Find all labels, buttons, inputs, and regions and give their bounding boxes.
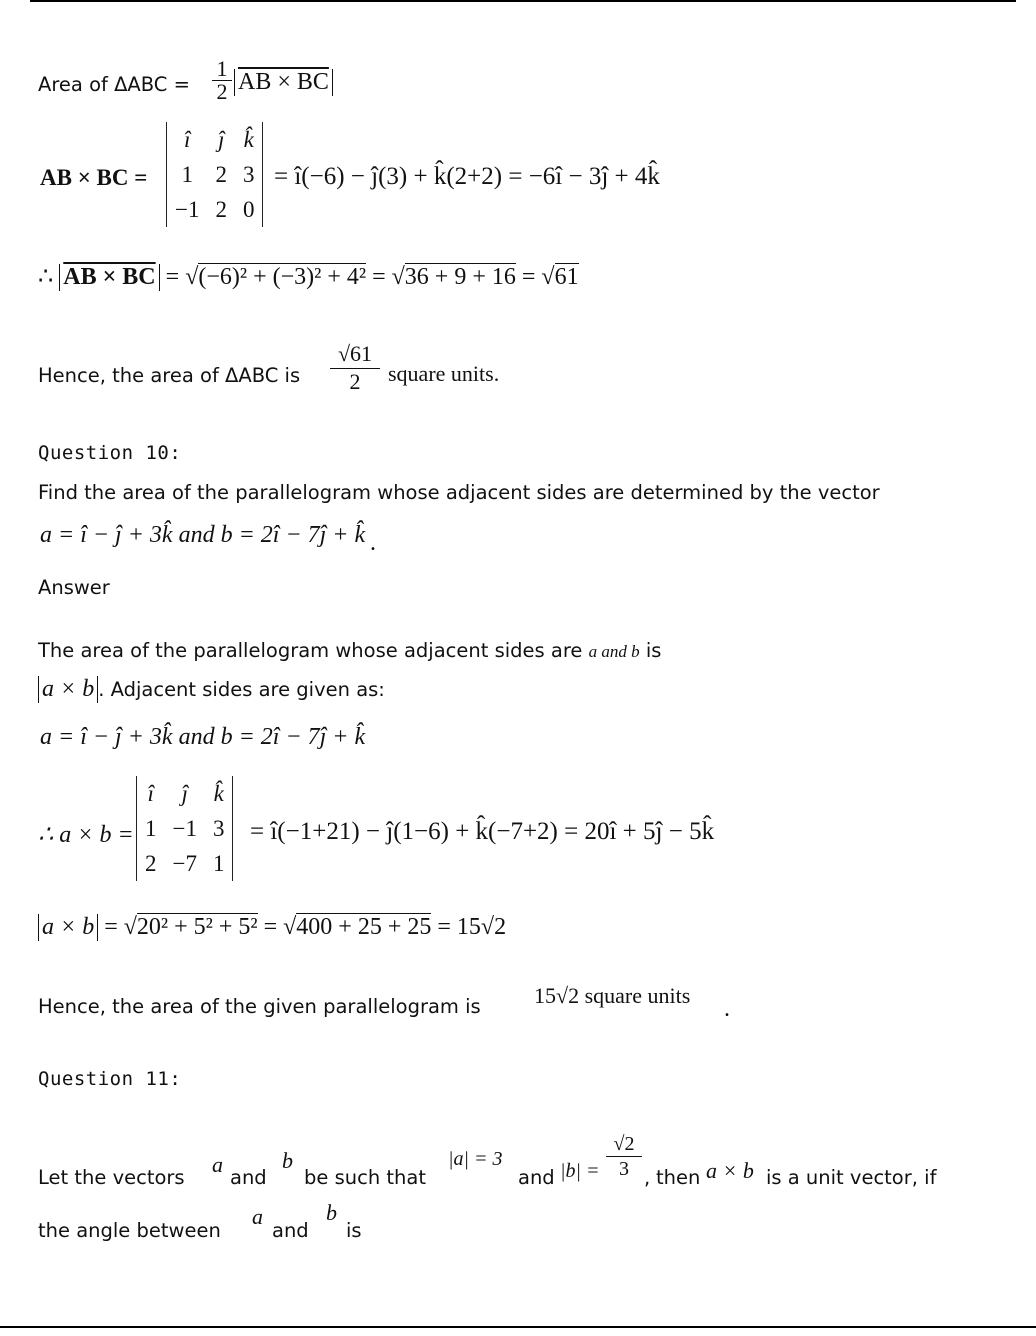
det2-cell: ĵ bbox=[181, 780, 188, 806]
q11-text-2: be such that bbox=[304, 1166, 426, 1189]
intro-is: is bbox=[645, 639, 662, 662]
q11-text-1: Let the vectors bbox=[38, 1166, 185, 1189]
determinant-2 bbox=[136, 776, 233, 881]
half-abs-cross bbox=[234, 69, 333, 96]
therefore-symbol: ∴ bbox=[38, 264, 54, 290]
magnitude-sqrt-1: 20² + 5² + 5² bbox=[136, 914, 258, 940]
det1-cell: k̂ bbox=[243, 126, 254, 152]
half-fraction bbox=[212, 58, 232, 103]
hence-numerator: √61 bbox=[337, 341, 373, 366]
intro-vectors: a and b bbox=[588, 642, 640, 661]
therefore-abs: AB × BC bbox=[59, 264, 159, 291]
answer-label: Answer bbox=[38, 576, 110, 599]
adjacent-line bbox=[38, 676, 385, 703]
equals: = bbox=[104, 914, 118, 940]
q11-cross: a × b bbox=[706, 1158, 754, 1183]
equals: = bbox=[521, 264, 536, 290]
intro-text: The area of the parallelogram whose adjacent sides are bbox=[38, 639, 583, 662]
equals: = bbox=[263, 914, 278, 940]
det1-cell: î bbox=[184, 126, 191, 152]
equals: = bbox=[165, 264, 180, 290]
q11-line2-and: and bbox=[272, 1219, 309, 1242]
det2-cell: 2 bbox=[145, 850, 157, 876]
magnitude-result: = 15√2 bbox=[437, 914, 507, 940]
bottom-rule bbox=[0, 1326, 1036, 1328]
cross-label-2: ∴ a × b = bbox=[38, 822, 134, 848]
half-denominator: 2 bbox=[212, 80, 232, 103]
q11-line2-a: a bbox=[252, 1204, 263, 1229]
q11-line2-is: is bbox=[346, 1219, 362, 1242]
det1-cell: 3 bbox=[242, 161, 255, 187]
q11-vec-a: a bbox=[212, 1152, 223, 1177]
sqrt-expression-1: (−6)² + (−3)² + 4² bbox=[198, 264, 367, 290]
det1-cell: 2 bbox=[215, 161, 227, 187]
q11-fraction-denominator: 3 bbox=[606, 1156, 642, 1181]
sqrt-expression-3: 61 bbox=[554, 264, 579, 290]
det2-cell: −7 bbox=[172, 850, 197, 876]
hence-units: square units. bbox=[388, 361, 500, 386]
det1-cell: −1 bbox=[175, 196, 200, 222]
q11-text-3: is a unit vector, if bbox=[766, 1166, 937, 1189]
cross-label: AB × BC = bbox=[40, 165, 148, 190]
det2-cell: 1 bbox=[212, 850, 225, 876]
q11-line2-b: b bbox=[326, 1200, 337, 1225]
q11-abs-b: |b| = bbox=[560, 1160, 600, 1182]
det2-cell: 3 bbox=[212, 815, 225, 841]
magnitude-abs: a × b bbox=[38, 914, 98, 941]
det2-cell: k̂ bbox=[213, 780, 224, 806]
magnitude-sqrt-2: 400 + 25 + 25 bbox=[296, 914, 432, 940]
half-numerator: 1 bbox=[216, 56, 228, 81]
equals: = bbox=[372, 264, 386, 290]
q11-fraction-numerator: √2 bbox=[613, 1133, 635, 1155]
hence-area-text: Hence, the area of ΔABC is bbox=[38, 364, 301, 387]
top-rule bbox=[30, 0, 1016, 2]
q11-and-1: and bbox=[230, 1166, 267, 1189]
cross-result-2: = î(−1+21) − ĵ(1−6) + k̂(−7+2) = 20î + 5ĵ − 5k̂ bbox=[250, 818, 715, 845]
cross-result-1: = î(−6) − ĵ(3) + k̂(2+2) = −6î − 3ĵ + 4k̂ bbox=[274, 163, 660, 190]
hence-parallelogram-value: 15√2 square units bbox=[534, 983, 691, 1008]
question-11-label: Question 11: bbox=[38, 1068, 182, 1090]
q11-then: then bbox=[656, 1166, 701, 1189]
abs-ab-cross-bc: AB × BC bbox=[234, 69, 333, 96]
det1-cell: 2 bbox=[215, 196, 227, 222]
hence-parallelogram-text: Hence, the area of the given parallelogram is bbox=[38, 995, 481, 1018]
question-10-period: . bbox=[370, 530, 376, 556]
area-label: Area of ΔABC = bbox=[38, 73, 190, 96]
abs-a-cross-b: a × b bbox=[38, 676, 98, 703]
q11-vec-b: b bbox=[282, 1148, 293, 1173]
therefore-line: ∴ AB × BC = √(−6)² + (−3)² + 4² = √36 + 9 + 16 = √61 bbox=[38, 264, 579, 290]
hence-fraction bbox=[330, 340, 380, 395]
det1-cell: 1 bbox=[181, 161, 193, 187]
sqrt-expression-2: 36 + 9 + 16 bbox=[404, 264, 516, 290]
det2-cell: î bbox=[147, 780, 154, 806]
magnitude-line: a × b = √20² + 5² + 5² = √400 + 25 + 25 = 15√2 bbox=[38, 914, 506, 941]
det1-cell: ĵ bbox=[218, 126, 225, 152]
q11-fraction bbox=[606, 1132, 642, 1181]
det1-cell: 0 bbox=[242, 196, 255, 222]
det2-cell: −1 bbox=[172, 815, 197, 841]
question-10-vectors: a = î − ĵ + 3k̂ and b = 2î − 7ĵ + k̂ bbox=[40, 522, 366, 548]
answer-vectors: a = î − ĵ + 3k̂ and b = 2î − 7ĵ + k̂ bbox=[40, 724, 366, 750]
adjacent-text: . Adjacent sides are given as: bbox=[98, 678, 385, 701]
q11-line2-text: the angle between bbox=[38, 1219, 221, 1242]
hence-parallelogram-period: . bbox=[724, 996, 730, 1022]
question-10-text: Find the area of the parallelogram whose adjacent sides are determined by the vector bbox=[38, 481, 880, 504]
det2-cell: 1 bbox=[145, 815, 157, 841]
q11-and-2: and bbox=[518, 1166, 555, 1189]
hence-denominator: 2 bbox=[330, 368, 380, 395]
answer-intro bbox=[38, 639, 661, 662]
q11-comma: , bbox=[644, 1166, 651, 1189]
q11-abs-a: |a| = 3 bbox=[448, 1148, 503, 1170]
question-10-label: Question 10: bbox=[38, 442, 182, 464]
determinant-1 bbox=[166, 122, 263, 227]
